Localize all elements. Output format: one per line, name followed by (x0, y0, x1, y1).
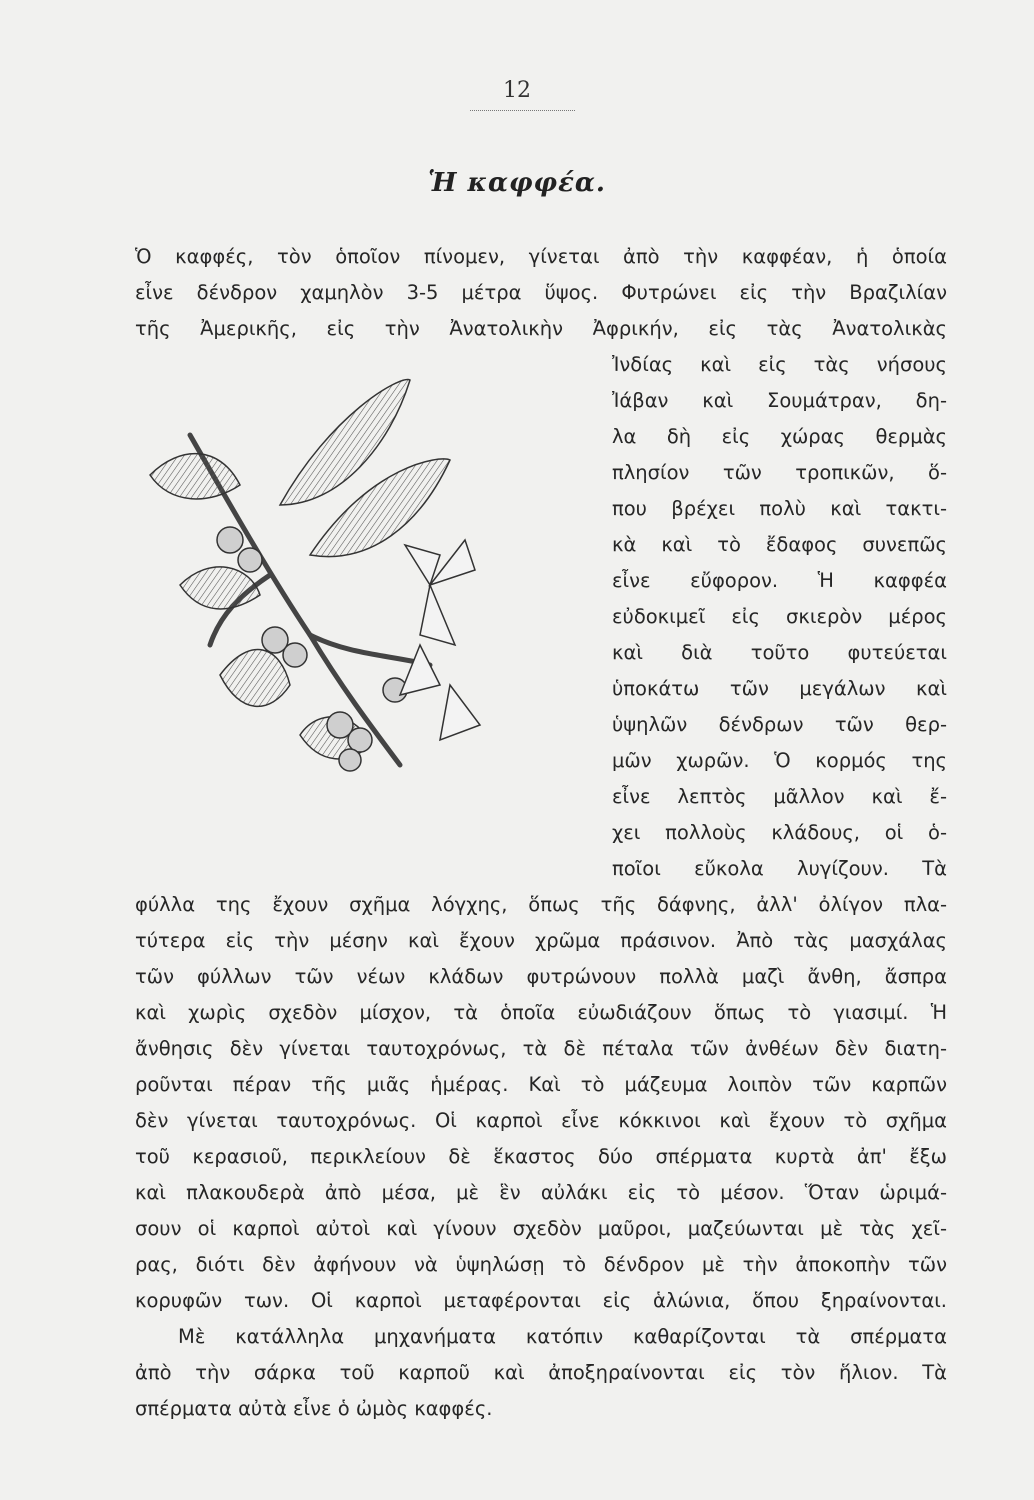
text-line: κὰ καὶ τὸ ἔδαφος συνεπῶς (612, 533, 947, 556)
page-number-rule (470, 110, 575, 111)
text-line: σουν οἱ καρποὶ αὐτοὶ καὶ γίνουν σχεδὸν μαῦροι, μαζεύωνται μὲ τὰς χεῖ- (135, 1217, 947, 1240)
text-line: καὶ πλακουδερὰ ἀπὸ μέσα, μὲ ἓν αὐλάκι εἰς τὸ μέσον. Ὅταν ὡριμά- (135, 1181, 947, 1204)
text-line: τύτερα εἰς τὴν μέσην καὶ ἔχουν χρῶμα πράσινον. Ἀπὸ τὰς μασχάλας (135, 929, 947, 952)
text-line: δὲν γίνεται ταυτοχρόνως. Οἱ καρποὶ εἶνε κόκκινοι καὶ ἔχουν τὸ σχῆμα (135, 1109, 947, 1132)
text-line: πλησίον τῶν τροπικῶν, ὅ- (612, 461, 947, 484)
text-line: Μὲ κατάλληλα μηχανήματα κατόπιν καθαρίζονται τὰ σπέρματα (178, 1325, 947, 1348)
leaf (150, 380, 450, 759)
text-line: ἄνθησις δὲν γίνεται ταυτοχρόνως, τὰ δὲ πέταλα τῶν ἀνθέων δὲν διατη- (135, 1037, 947, 1060)
text-line: καὶ χωρὶς σχεδὸν μίσχον, τὰ ὁποῖα εὐωδιάζουν ὅπως τὸ γιασιμί. Ἡ (135, 1001, 947, 1024)
text-line: κορυφῶν των. Οἱ καρποὶ μεταφέρονται εἰς ἁλώνια, ὅπου ξηραίνονται. (135, 1289, 947, 1312)
text-line: μῶν χωρῶν. Ὁ κορμός της (612, 749, 947, 772)
page-title: Ἡ καφφέα. (428, 168, 606, 198)
text-line: ροῦνται πέραν τῆς μιᾶς ἡμέρας. Καὶ τὸ μάζευμα λοιπὸν τῶν καρπῶν (135, 1073, 947, 1096)
text-line: χει πολλοὺς κλάδους, οἱ ὁ- (612, 821, 947, 844)
text-line: ὑποκάτω τῶν μεγάλων καὶ (612, 677, 947, 700)
text-line: τῆς Ἀμερικῆς, εἰς τὴν Ἀνατολικὴν Ἀφρικήν, εἰς τὰς Ἀνατολικὰς (135, 317, 947, 340)
text-line: τῶν φύλλων τῶν νέων κλάδων φυτρώνουν πολλὰ μαζὶ ἄνθη, ἄσπρα (135, 965, 947, 988)
text-line: Ὁ καφφές, τὸν ὁποῖον πίνομεν, γίνεται ἀπὸ τὴν καφφέαν, ἡ ὁποία (135, 245, 947, 268)
text-line: φύλλα της ἔχουν σχῆμα λόγχης, ὅπως τῆς δάφνης, ἀλλ' ὀλίγον πλα- (135, 893, 947, 916)
text-line: εἶνε λεπτὸς μᾶλλον καὶ ἔ- (612, 785, 947, 808)
text-line: που βρέχει πολὺ καὶ τακτι- (612, 497, 947, 520)
coffee-flower (400, 540, 480, 740)
text-line: σπέρματα αὐτὰ εἶνε ὁ ὠμὸς καφφές. (135, 1397, 493, 1420)
text-line: εἶνε δένδρον χαμηλὸν 3-5 μέτρα ὕψος. Φυτρώνει εἰς τὴν Βραζιλίαν (135, 281, 947, 304)
text-line: τοῦ κερασιοῦ, περικλείουν δὲ ἕκαστος δύο σπέρματα κυρτὰ ἀπ' ἔξω (135, 1145, 947, 1168)
page-number: 12 (503, 78, 531, 103)
text-line: εὐδοκιμεῖ εἰς σκιερὸν μέρος (612, 605, 947, 628)
text-line: καὶ διὰ τοῦτο φυτεύεται (612, 641, 947, 664)
text-line: εἶνε εὔφορον. Ἡ καφφέα (612, 569, 947, 592)
text-line: ποῖοι εὔκολα λυγίζουν. Τὰ (612, 857, 947, 880)
text-line: λα δὴ εἰς χώρας θερμὰς (612, 425, 947, 448)
coffee-plant-illustration (120, 355, 600, 835)
text-line: Ἰάβαν καὶ Σουμάτραν, δη- (612, 389, 947, 412)
text-line: ὑψηλῶν δένδρων τῶν θερ- (612, 713, 947, 736)
text-line: ἀπὸ τὴν σάρκα τοῦ καρποῦ καὶ ἀποξηραίνονται εἰς τὸν ἥλιον. Τὰ (135, 1361, 947, 1384)
text-line: Ἰνδίας καὶ εἰς τὰς νήσους (612, 353, 947, 376)
text-line: ρας, διότι δὲν ἀφήνουν νὰ ὑψηλώσῃ τὸ δένδρον μὲ τὴν ἀποκοπὴν τῶν (135, 1253, 947, 1276)
